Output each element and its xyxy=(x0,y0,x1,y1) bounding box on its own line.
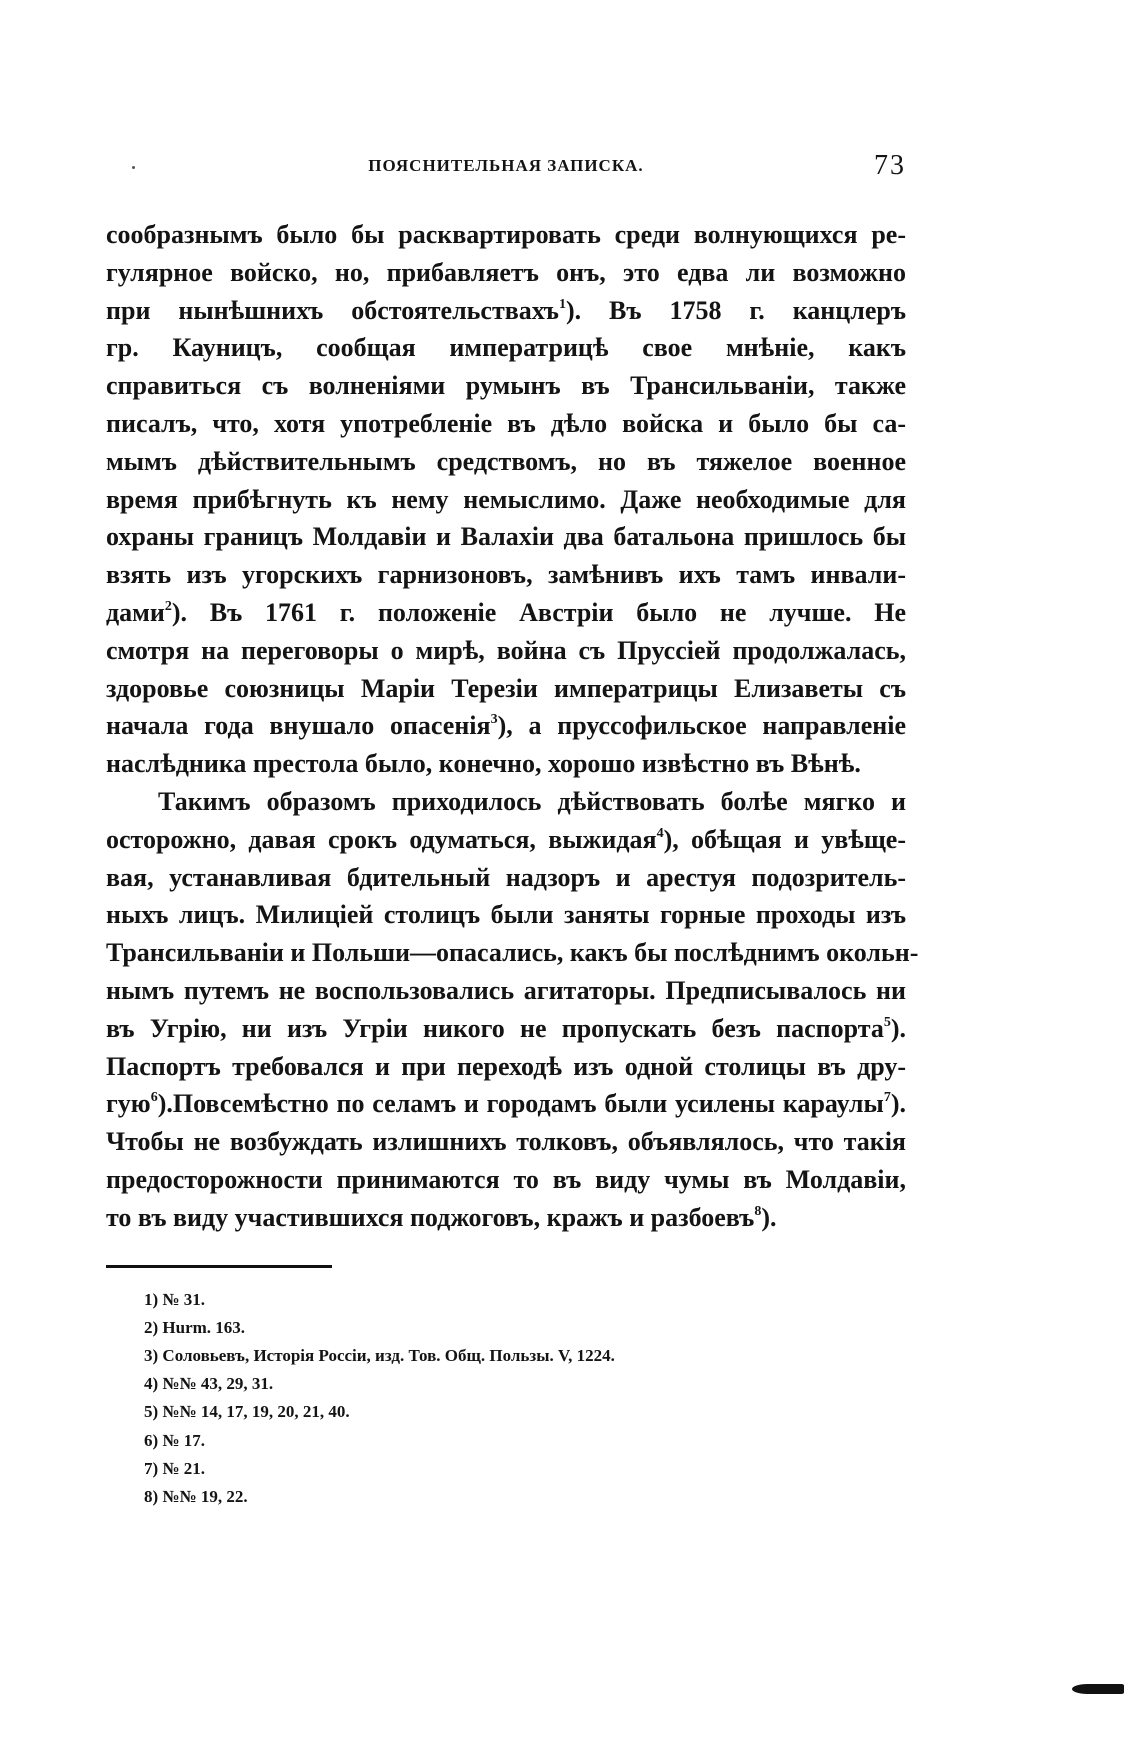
footnote-ref: 8 xyxy=(754,1203,762,1219)
text-line: предосторожности принимаются то въ виду чумы въ Молдавіи, xyxy=(106,1164,906,1194)
footnote: 5) №№ 14, 17, 19, 20, 21, 40. xyxy=(144,1402,350,1422)
text-line: взять изъ угорскихъ гарнизоновъ, замѣнивъ ихъ тамъ инвали- xyxy=(106,560,906,590)
footnote-ref: 2 xyxy=(164,598,172,614)
text-line: дами$^2$). Въ 1761 г. положеніе Австріи было не лучше. Не xyxy=(106,597,906,627)
text-line: сообразнымъ было бы расквартировать среди волнующихся ре- xyxy=(106,220,906,249)
text-line: при нынѣшнихъ обстоятельствахъ$^1$). Въ 1758 г. канцлеръ xyxy=(106,295,906,325)
text-line: начала года внушало опасенія$^3$), а пруссофильское направленіе xyxy=(106,711,906,741)
footnote: 2) Hurm. 163. xyxy=(144,1317,246,1337)
page-number: 73 xyxy=(874,150,906,181)
text-line: то въ виду участившихся поджоговъ, кражъ и разбоевъ$^8$). xyxy=(106,1202,777,1232)
footnote: 8) №№ 19, 22. xyxy=(144,1486,248,1506)
text-line: смотря на переговоры о мирѣ, война съ Пруссіей продолжалась, xyxy=(106,635,906,665)
text-line: Чтобы не возбуждать излишнихъ толковъ, объявлялось, что такія xyxy=(106,1127,906,1157)
ink-smudge xyxy=(1072,1684,1124,1694)
text-line: гр. Кауницъ, сообщая императрицѣ свое мнѣніе, какъ xyxy=(106,333,906,363)
text-line: справиться съ волненіями румынъ въ Трансильваніи, также xyxy=(106,371,906,401)
footnote: 3) Соловьевъ, Исторія Россіи, изд. Тов. Общ. Пользы. V, 1224. xyxy=(144,1345,615,1365)
text-line: наслѣдника престола было, конечно, хорошо извѣстно въ Вѣнѣ. xyxy=(106,749,861,779)
running-title: ПОЯСНИТЕЛЬНАЯ ЗАПИСКА. xyxy=(368,156,644,175)
text-line: осторожно, давая срокъ одуматься, выжидая$^4$), обѣщая и увѣще- xyxy=(106,824,906,854)
text-line: гую$^6$).Повсемѣстно по селамъ и городамъ были усилены караулы$^7$). xyxy=(106,1089,906,1119)
footnote-ref: 5 xyxy=(883,1014,891,1030)
text-line: мымъ дѣйствительнымъ средствомъ, но въ тяжелое военное xyxy=(106,446,906,476)
text-line: Такимъ образомъ приходилось дѣйствовать болѣе мягко и xyxy=(158,786,906,816)
text-line: Паспортъ требовался и при переходѣ изъ одной столицы въ дру- xyxy=(106,1051,906,1081)
footnote-ref: 7 xyxy=(883,1090,891,1106)
main-text xyxy=(106,216,919,1237)
footnote-ref: 6 xyxy=(150,1090,158,1106)
footnote: 4) №№ 43, 29, 31. xyxy=(144,1374,274,1394)
footnotes xyxy=(106,1286,906,1512)
page xyxy=(106,150,919,1511)
text-line: вая, устанавливая бдительный надзоръ и арестуя подозритель- xyxy=(106,862,906,892)
text-line: въ Угрію, ни изъ Угріи никого не пропускать безъ паспорта$^5$). xyxy=(106,1013,906,1043)
text-line: время прибѣгнуть къ нему немыслимо. Даже необходимые для xyxy=(106,484,906,514)
text-line: нымъ путемъ не воспользовались агитаторы. Предписывалось ни xyxy=(106,975,906,1005)
text-line: охраны границъ Молдавіи и Валахіи два батальона пришлось бы xyxy=(106,522,906,552)
footnote-ref: 4 xyxy=(656,825,664,841)
text-line: писалъ, что, хотя употребленіе въ дѣло войска и было бы са- xyxy=(106,408,906,438)
text-line: ныхъ лицъ. Милиціей столицъ были заняты горные проходы изъ xyxy=(106,900,906,930)
paragraph-2 xyxy=(106,783,919,1237)
running-header xyxy=(106,150,906,194)
footnote-divider xyxy=(106,1265,332,1268)
footnote: 6) № 17. xyxy=(144,1430,205,1450)
paragraph-1 xyxy=(106,216,906,783)
text-line: Трансильваніи и Польши—опасались, какъ бы послѣднимъ окольн- xyxy=(106,938,919,968)
text-line: здоровье союзницы Маріи Терезіи императрицы Елизаветы съ xyxy=(106,673,906,703)
footnote: 7) № 21. xyxy=(144,1458,205,1478)
footnote-ref: 3 xyxy=(490,712,498,728)
text-line: гулярное войско, но, прибавляетъ онъ, это едва ли возможно xyxy=(106,257,906,287)
footnote-ref: 1 xyxy=(558,296,566,312)
footnote: 1) № 31. xyxy=(144,1289,205,1309)
